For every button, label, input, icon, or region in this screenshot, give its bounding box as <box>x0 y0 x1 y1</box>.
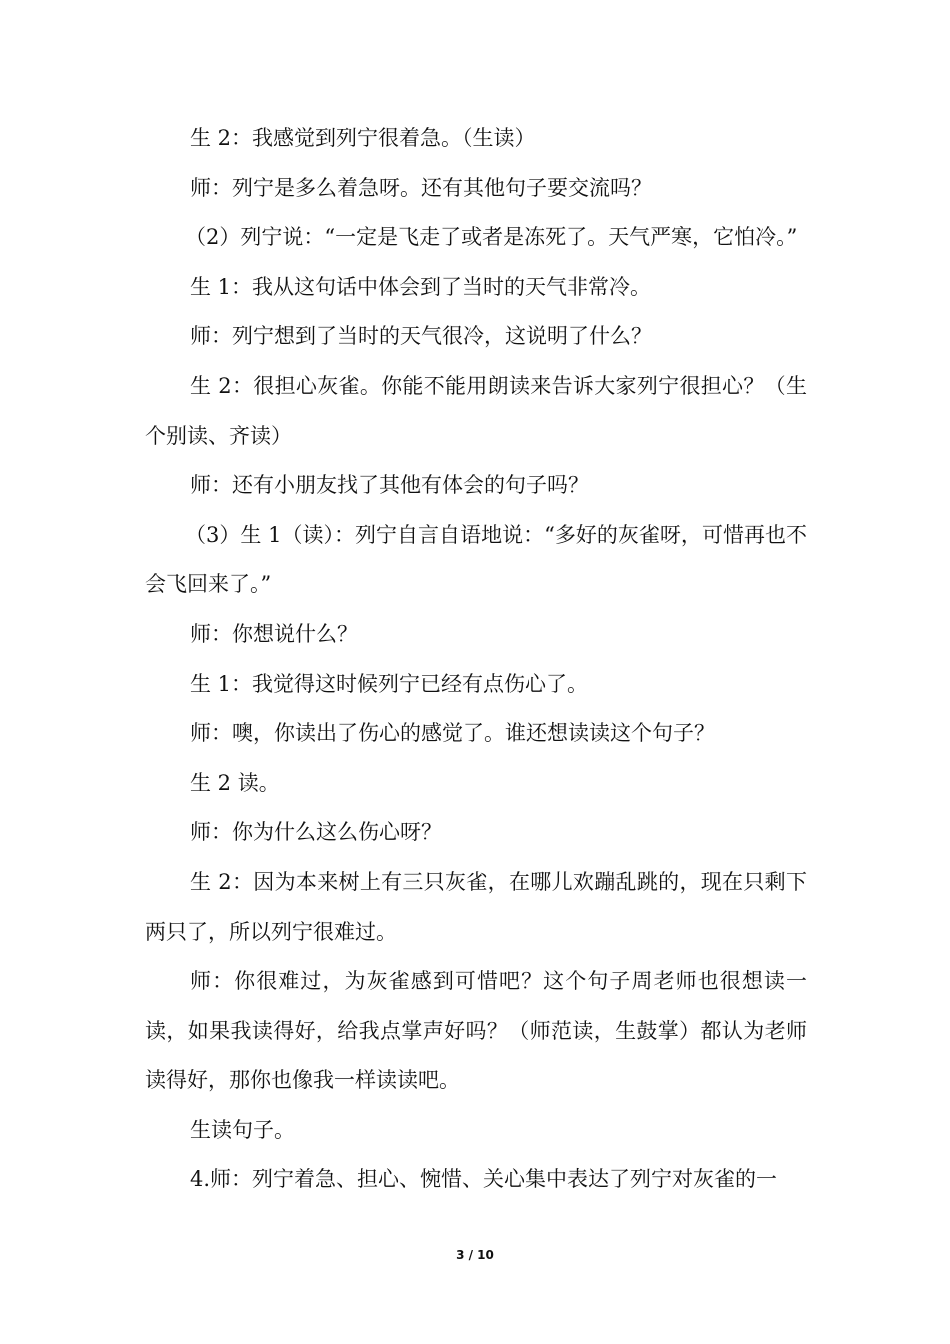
paragraph: 师：你很难过，为灰雀感到可惜吧？这个句子周老师也很想读一读，如果我读得好，给我点掌声好吗？（师范读，生鼓掌）都认为老师读得好，那你也像我一样读读吧。 <box>145 969 807 1093</box>
paragraph: 师：列宁想到了当时的天气很冷，这说明了什么？ <box>190 324 652 349</box>
paragraph: 生 2：因为本来树上有三只灰雀，在哪儿欢蹦乱跳的，现在只剩下两只了，所以列宁很难过。 <box>145 869 807 944</box>
paragraph: （2）列宁说：“一定是飞走了或者是冻死了。天气严寒，它怕冷。” <box>185 225 798 250</box>
document-body <box>145 114 807 1205</box>
paragraph: 师：你为什么这么伤心呀？ <box>190 820 442 845</box>
paragraph: 师：还有小朋友找了其他有体会的句子吗？ <box>190 473 589 498</box>
paragraph: 生 1：我觉得这时候列宁已经有点伤心了。 <box>190 671 589 696</box>
paragraph: 生 2：我感觉到列宁很着急。（生读） <box>190 126 536 150</box>
paragraph: 师：你想说什么？ <box>190 621 358 646</box>
paragraph: 生读句子。 <box>190 1117 295 1142</box>
page-number: 3 / 10 <box>456 1248 494 1262</box>
paragraph: 师：列宁是多么着急呀。还有其他句子要交流吗？ <box>190 175 652 200</box>
paragraph: 生 2 读。 <box>190 770 280 795</box>
paragraph: 师：噢，你读出了伤心的感觉了。谁还想读读这个句子？ <box>190 721 715 746</box>
paragraph: 4.师：列宁着急、担心、惋惜、关心集中表达了列宁对灰雀的一 <box>190 1167 778 1192</box>
paragraph: 生 2：很担心灰雀。你能不能用朗读来告诉大家列宁很担心？（生个别读、齐读） <box>145 373 807 448</box>
paragraph: （3）生 1（读）：列宁自言自语地说：“多好的灰雀呀，可惜再也不会飞回来了。” <box>145 522 807 597</box>
paragraph: 生 1：我从这句话中体会到了当时的天气非常冷。 <box>190 274 652 299</box>
